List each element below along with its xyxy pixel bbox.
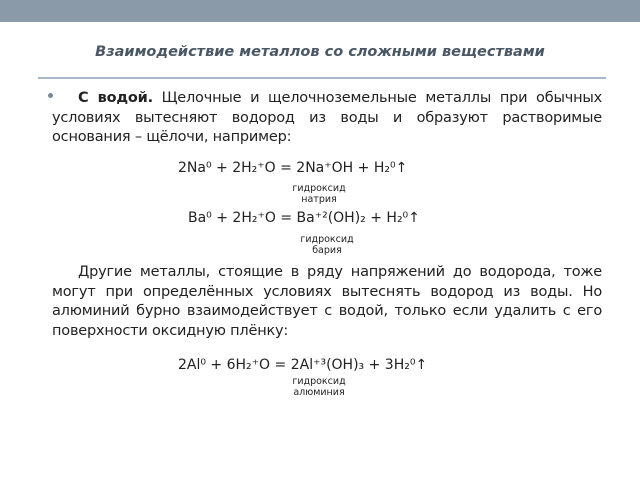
caption-line: натрия	[301, 194, 337, 205]
caption-line: бария	[312, 245, 342, 256]
caption-sodium-hydroxide	[274, 183, 364, 205]
paragraph-water-text: Щелочные и щелочноземельные металлы при обычных условиях вытесняют водород из воды и образуют растворимые основания – щёлочи, например:	[52, 90, 602, 145]
paragraph-water	[52, 89, 602, 148]
caption-barium-hydroxide	[282, 234, 372, 256]
title-divider	[38, 77, 606, 79]
paragraph-lead: С водой.	[78, 90, 153, 106]
slide-title: Взаимодействие металлов со сложными веществами	[95, 44, 545, 60]
paragraph-other-metals	[52, 263, 602, 341]
caption-aluminium-hydroxide	[274, 376, 364, 398]
equation-aluminium: 2Al⁰ + 6H₂⁺O = 2Al⁺³(OH)₃ + 3H₂⁰↑	[178, 357, 428, 373]
equation-sodium: 2Na⁰ + 2H₂⁺O = 2Na⁺OH + H₂⁰↑	[178, 160, 408, 176]
caption-line: гидроксид	[292, 183, 346, 194]
caption-line: гидроксид	[292, 376, 346, 387]
equation-barium: Ba⁰ + 2H₂⁺O = Ba⁺²(OH)₂ + H₂⁰↑	[188, 210, 420, 226]
paragraph-other-metals-text: Другие металлы, стоящие в ряду напряжений до водорода, тоже могут при определённых условиях вытеснять водород из воды. Но алюминий бурно взаимодействует с водой, только если удалить с его поверхности оксидную плёнку:	[52, 264, 602, 339]
top-bar	[0, 0, 640, 22]
caption-line: гидроксид	[300, 234, 354, 245]
caption-line: алюминия	[293, 387, 345, 398]
